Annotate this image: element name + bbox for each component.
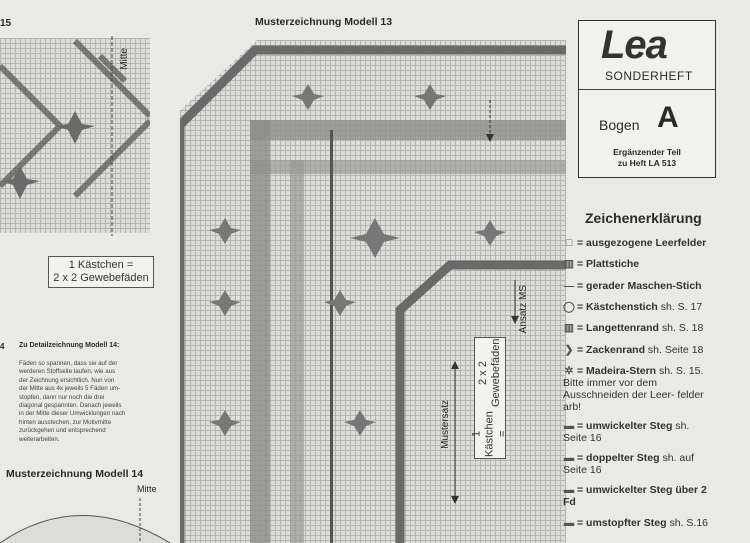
detail-marker: 4 [0,342,5,351]
brand-subtitle: SONDERHEFT [605,69,693,83]
legend-item: ▬ = umwickelter Steg über 2 Fd [563,484,707,508]
left-scale-label [48,256,154,288]
buttonhole-edge-icon: ▥ [564,322,574,334]
model14-pattern-fragment [0,498,170,543]
legend-item: ❯ = Zackenrand sh. Seite 18 [564,344,704,356]
left-page-number: 15 [0,18,12,29]
detail-line: stopfen, dann nur noch die drei [19,393,105,401]
detail-heading: Zu Detailzeichnung Modell 14: [19,342,120,349]
legend-item: ◯ = Kästchenstich sh. S. 17 [563,301,703,313]
scalloped-edge-icon: ❯ [564,344,574,356]
mustersatz-label: Mustersatz [440,400,451,449]
darned-bar-icon: ▬ [563,517,575,529]
detail-line: weiterarbeiten. [19,435,60,443]
wrapped-bar-icon: ▬ [563,420,575,432]
detail-text [19,360,169,444]
detail-line: zurückgehen und entsprechend [19,427,106,435]
ansatz-ms-label: Ansatz MS [518,285,529,334]
header-divider [579,89,715,90]
madeira-star-icon: ✲ [564,365,574,377]
straight-stitch-icon: — [563,280,575,292]
left-page [0,0,170,543]
supplement-line1: Ergänzender Teil [613,147,681,157]
detail-line: diagonal gespannten. Danach jeweils [19,402,122,410]
legend-item: ▬ = doppelter Steg sh. auf Seite 16 [563,452,695,476]
legend-item: ✲ = Madeira-Stern sh. S. 15. Bitte immer vor dem Ausschneiden der Leer- felder arb! [563,365,704,413]
center-scale-line1: 1 Kästchen = [470,411,509,458]
empty-square-icon: □ [565,237,573,249]
model13-pattern-motifs [180,40,566,543]
detail-line: der Mitte aus 4x jeweils 5 Fäden um- [19,385,121,393]
detail-line: Fäden so spannen, dass sie auf der [19,360,118,367]
legend-item: — = gerader Maschen-Stich [563,280,702,292]
legend-item: ▥ = Langettenrand sh. S. 18 [564,322,704,334]
brand-logo: Lea [601,23,667,67]
legend-title: Zeichenerklärung [585,210,702,226]
bogen-label: Bogen [599,117,640,133]
left-scale-line2: 2 x 2 Gewebefäden [53,272,149,284]
detail-line: werderen Stoffseite laufen, wie aus [19,368,116,376]
double-bar-icon: ▬ [563,452,575,464]
model13-title: Musterzeichnung Modell 13 [255,16,393,28]
satin-stitch-icon: ▥ [564,258,574,270]
legend-item: ▬ = umwickelter Steg sh. Seite 16 [563,420,690,444]
center-scale-line2: 2 x 2 Gewebefäden [477,338,502,408]
wrapped-bar-2fd-icon: ▬ [563,484,575,496]
left-mitte-label: Mitte [119,48,130,70]
center-scale-label [470,337,509,459]
legend-item: ▬ = umstopfter Steg sh. S.16 [563,517,709,529]
detail-line: hinten ausstechen, zur Motivmitte [19,418,112,426]
model14-title: Musterzeichnung Modell 14 [6,468,144,480]
square-stitch-icon: ◯ [563,301,575,313]
detail-line: in der Mitte dieser Umwicklungen nach [19,410,126,418]
legend-item: ▥ = Plattstiche [564,258,640,270]
model14-mitte-label: Mitte [137,484,157,494]
bogen-letter: A [657,101,679,134]
supplement-line2: zu Heft LA 513 [617,158,677,168]
header-box [578,20,716,178]
legend-item: □ = ausgezogene Leerfelder [563,237,706,249]
left-scale-line1: 1 Kästchen = [68,259,134,271]
detail-line: der Zeichnung ersichtlich. Nun von [19,376,115,384]
